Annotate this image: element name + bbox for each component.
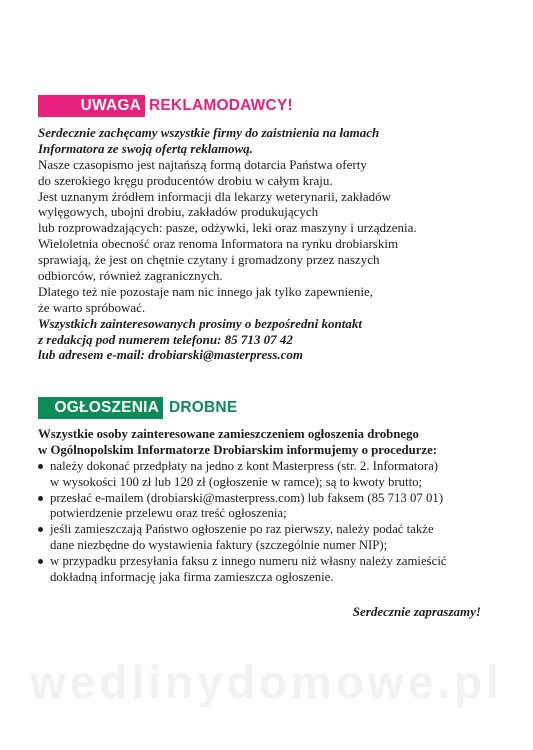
list-item-line: przesłać e-mailem (drobiarski@masterpress.com) lub faksem (85 713 07 01): [50, 490, 444, 505]
list-item: [38, 459, 493, 491]
text-line: Wieloletnia obecność oraz renoma Informatora na rynku drobiarskim: [38, 236, 399, 252]
heading-chip-uwaga: UWAGA: [38, 95, 145, 117]
list-item: [38, 554, 493, 586]
list-item-line: jeśli zamieszczają Państwo ogłoszenie po raz pierwszy, należy podać także: [50, 522, 434, 537]
list-item: [38, 491, 493, 523]
watermark-text: wedlinydomowe.pl: [30, 656, 503, 708]
section-heading-reklamodawcy: [38, 95, 293, 117]
text-line: odbiorców, również zagranicznych.: [38, 268, 223, 284]
text-line: Dlatego też nie pozostaje nam nic innego jak tylko zapewnienie,: [38, 283, 373, 299]
text-line: sprawiają, że jest on chętnie czytany i gromadzony przez naszych: [38, 252, 380, 268]
contact-phone-line: z redakcją pod numerem telefonu: 85 713 07 42: [38, 331, 293, 347]
bullet-icon: [38, 559, 43, 564]
classifieds-text-block: [38, 427, 493, 586]
contact-email-line: lub adresem e-mail: drobiarski@masterpress.com: [38, 347, 304, 363]
closing-text: Serdecznie zapraszamy!: [352, 604, 481, 619]
text-line: lub rozprowadzających: pasze, odżywki, leki oraz maszyny i urządzenia.: [38, 220, 417, 236]
advertisers-text-block: [38, 125, 493, 363]
heading-chip-ogloszenia: OGŁOSZENIA: [38, 397, 163, 419]
list-item-line: w przypadku przesyłania faksu z innego numeru niż własny należy zamieścić: [50, 554, 447, 569]
section-heading-ogloszenia: [38, 397, 237, 419]
bullet-icon: [38, 464, 43, 469]
heading-text-drobne: DROBNE: [169, 399, 238, 416]
heading-text-reklamodawcy: REKLAMODAWCY!: [149, 97, 293, 114]
list-item-line: w wysokości 100 zł lub 120 zł (ogłoszenie w ramce); są to kwoty brutto;: [50, 474, 423, 489]
list-item: [38, 522, 493, 554]
list-item-line: dane niezbędne do wystawienia faktury (szczególnie numer NIP);: [50, 538, 388, 553]
procedure-list: [38, 459, 493, 586]
intro-line: Wszystkie osoby zainteresowane zamieszczeniem ogłoszenia drobnego: [38, 427, 419, 441]
text-line: wylęgowych, ubojni drobiu, zakładów produkujących: [38, 204, 319, 220]
bullet-icon: [38, 527, 43, 532]
contact-line: Wszystkich zainteresowanych prosimy o bezpośredni kontakt: [38, 315, 362, 331]
list-item-line: dokładną informację jaka firma zamieszcza ogłoszenie.: [50, 570, 334, 585]
list-item-line: należy dokonać przedpłaty na jedno z kont Masterpress (str. 2. Informatora): [50, 458, 439, 473]
text-line: że warto spróbować.: [38, 299, 146, 315]
text-line: Jest uznanym źródłem informacji dla lekarzy weterynarii, zakładów: [38, 188, 392, 204]
text-line: Nasze czasopismo jest najtańszą formą dotarcia Państwa oferty: [38, 156, 367, 172]
text-line: Serdecznie zachęcamy wszystkie firmy do zaistnienia na łamach: [38, 125, 380, 140]
intro-line: w Ogólnopolskim Informatorze Drobiarskim informujemy o procedurze:: [38, 442, 438, 457]
list-item-line: potwierdzenie przelewu oraz treść ogłoszenia;: [50, 506, 287, 521]
bullet-icon: [38, 496, 43, 501]
text-line: do szerokiego kręgu producentów drobiu w całym kraju.: [38, 172, 333, 188]
text-line: Informatora ze swoją ofertą reklamową.: [38, 140, 253, 156]
